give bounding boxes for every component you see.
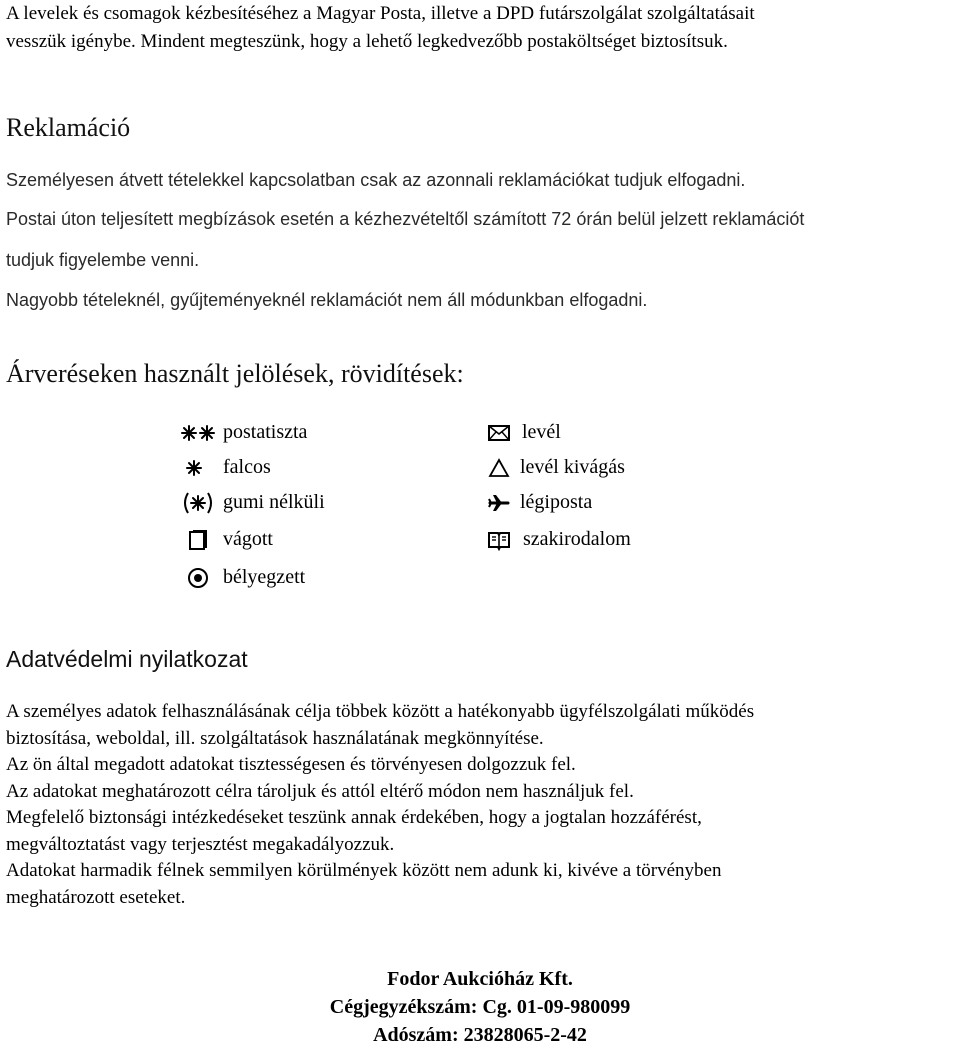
legend-label-gumi-nelkuli: gumi nélküli — [223, 491, 325, 513]
adatvedelem-paragraph-3: Az adatokat meghatározott célra tároljuk és attól eltérő módon nem használjuk fel. — [6, 780, 634, 802]
circled-dot-icon — [180, 566, 216, 590]
asterisk-icon — [180, 456, 208, 480]
triangle-outline-icon — [486, 456, 512, 480]
reklamacio-paragraph-3: Nagyobb tételeknél, gyűjteményeknél reklamációt nem áll módunkban elfogadni. — [6, 290, 648, 310]
legend-label-level-kivagas: levél kivágás — [520, 456, 625, 478]
footer-company-name: Fodor Aukcióház Kft. — [387, 968, 573, 990]
legend-label-falcos: falcos — [223, 456, 271, 478]
legend-label-vagott: vágott — [223, 528, 273, 550]
open-book-icon — [486, 528, 512, 552]
adatvedelem-paragraph-4-line-2: megváltoztatást vagy terjesztést megakadályozzuk. — [6, 833, 395, 855]
envelope-icon — [486, 421, 512, 445]
adatvedelem-heading: Adatvédelmi nyilatkozat — [6, 646, 248, 672]
company-footer — [0, 965, 960, 1049]
parenthesized-asterisk-icon — [180, 491, 216, 515]
intro-paragraph — [6, 0, 955, 56]
adatvedelem-paragraph-5-line-1: Adatokat harmadik félnek semmilyen körülmények között nem adunk ki, kivéve a törvényben — [6, 860, 722, 881]
intro-line-1: A levelek és csomagok kézbesítéséhez a Magyar Posta, illetve a DPD futárszolgálat szolgáltatásait — [6, 3, 755, 24]
footer-registry-number: Cégjegyzékszám: Cg. 01-09-980099 — [329, 996, 631, 1018]
reklamacio-paragraph-1: Személyesen átvett tételekkel kapcsolatban csak az azonnali reklamációkat tudjuk elfogadni. — [6, 170, 746, 190]
arveresek-heading: Árveréseken használt jelölések, rövidítések: — [6, 359, 464, 388]
adatvedelem-paragraph-4-line-1: Megfelelő biztonsági intézkedéseket teszünk annak érdekében, hogy a jogtalan hozzáférést, — [6, 807, 702, 828]
legend-label-level: levél — [522, 421, 561, 443]
reklamacio-heading: Reklamáció — [6, 113, 131, 142]
adatvedelem-body — [6, 699, 955, 911]
airplane-icon — [486, 491, 512, 515]
adatvedelem-paragraph-1-line-1: A személyes adatok felhasználásának célja többek között a hatékonyabb ügyfélszolgálati működés — [6, 701, 755, 722]
shadowed-square-icon — [180, 528, 216, 552]
legend-label-szakirodalom: szakirodalom — [523, 528, 631, 550]
reklamacio-paragraph-2-line-1: Postai úton teljesített megbízások esetén a kézhezvételtől számított 72 órán belül jelzett reklamációt — [6, 209, 805, 229]
legend-label-belyegzett: bélyegzett — [223, 566, 306, 588]
reklamacio-paragraph-2-line-2: tudjuk figyelembe venni. — [6, 250, 200, 270]
adatvedelem-paragraph-5-line-2: meghatározott eseteket. — [6, 886, 186, 908]
footer-tax-number: Adószám: 23828065-2-42 — [373, 1024, 587, 1046]
adatvedelem-paragraph-2: Az ön által megadott adatokat tisztességesen és törvényesen dolgozzuk fel. — [6, 754, 576, 775]
legend-label-legiposta: légiposta — [520, 491, 593, 513]
intro-line-2: vesszük igénybe. Mindent megteszünk, hogy a lehető legkedvezőbb postaköltséget biztosítsuk. — [6, 31, 728, 52]
double-asterisk-icon — [180, 421, 216, 445]
adatvedelem-paragraph-1-line-2: biztosítása, weboldal, ill. szolgáltatások használatának megkönnyítése. — [6, 727, 544, 749]
legend-label-postatiszta: postatiszta — [223, 421, 308, 443]
